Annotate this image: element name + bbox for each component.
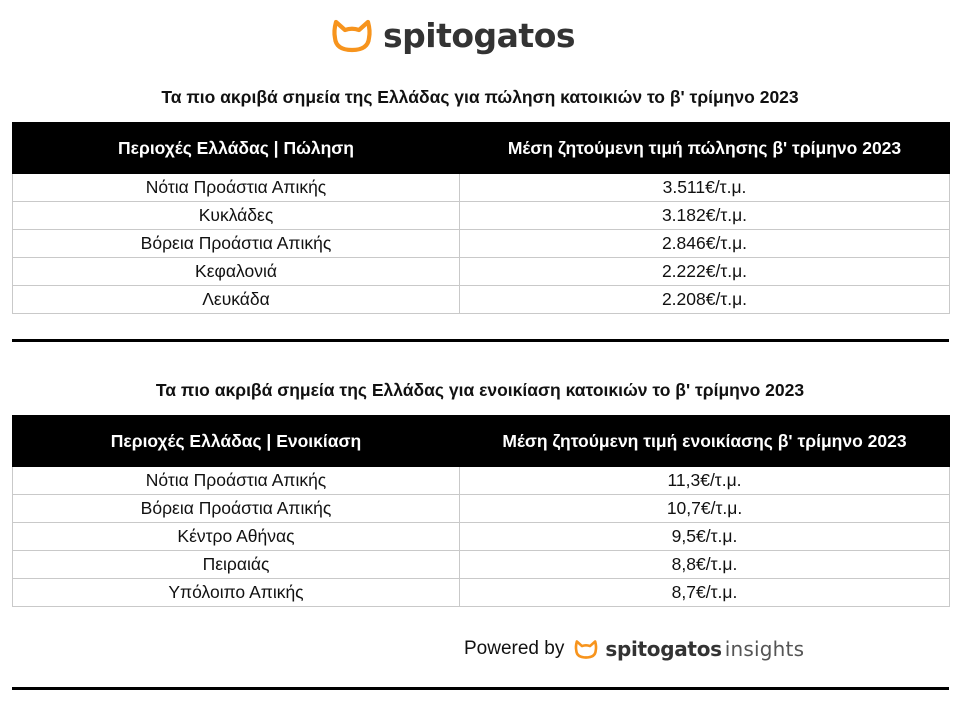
table-row <box>13 230 950 258</box>
price-cell: 8,8€/τ.μ. <box>460 551 950 579</box>
table-row <box>13 467 950 495</box>
powered-by-label: Powered by <box>464 638 565 659</box>
powered-by-footer <box>464 634 804 664</box>
area-cell: Νότια Προάστια Απικής <box>13 467 460 495</box>
footer-product-name: insights <box>724 637 805 661</box>
area-cell: Κεφαλονιά <box>13 258 460 286</box>
column-header-price: Μέση ζητούμενη τιμή πώλησης β' τρίμηνο 2023 <box>460 123 950 174</box>
price-cell: 3.511€/τ.μ. <box>460 174 950 202</box>
table-row <box>13 495 950 523</box>
table-row <box>13 551 950 579</box>
table-header-row <box>13 123 950 174</box>
rentals-table <box>12 415 950 607</box>
brand-logo <box>331 14 575 58</box>
table-row <box>13 258 950 286</box>
price-cell: 3.182€/τ.μ. <box>460 202 950 230</box>
price-cell: 2.208€/τ.μ. <box>460 286 950 314</box>
table-row <box>13 523 950 551</box>
area-cell: Λευκάδα <box>13 286 460 314</box>
table-row <box>13 174 950 202</box>
price-cell: 2.222€/τ.μ. <box>460 258 950 286</box>
area-cell: Υπόλοιπο Απικής <box>13 579 460 607</box>
area-cell: Κυκλάδες <box>13 202 460 230</box>
footer-brand-name: spitogatos <box>605 637 722 661</box>
cat-head-icon <box>574 639 598 660</box>
area-cell: Βόρεια Προάστια Απικής <box>13 230 460 258</box>
price-cell: 2.846€/τ.μ. <box>460 230 950 258</box>
rentals-table-title: Τα πιο ακριβά σημεία της Ελλάδας για ενοικίαση κατοικιών το β' τρίμηνο 2023 <box>155 380 805 400</box>
price-cell: 8,7€/τ.μ. <box>460 579 950 607</box>
sales-table-title: Τα πιο ακριβά σημεία της Ελλάδας για πώληση κατοικιών το β' τρίμηνο 2023 <box>161 87 799 107</box>
table-row <box>13 579 950 607</box>
column-header-area: Περιοχές Ελλάδας | Ενοικίαση <box>13 416 460 467</box>
area-cell: Πειραιάς <box>13 551 460 579</box>
brand-name: spitogatos <box>383 16 576 55</box>
price-cell: 9,5€/τ.μ. <box>460 523 950 551</box>
price-cell: 10,7€/τ.μ. <box>460 495 950 523</box>
sales-table <box>12 122 950 314</box>
area-cell: Βόρεια Προάστια Απικής <box>13 495 460 523</box>
cat-head-icon <box>331 18 373 54</box>
column-header-price: Μέση ζητούμενη τιμή ενοικίασης β' τρίμηνο 2023 <box>460 416 950 467</box>
price-cell: 11,3€/τ.μ. <box>460 467 950 495</box>
area-cell: Νότια Προάστια Απικής <box>13 174 460 202</box>
table-row <box>13 286 950 314</box>
section-divider <box>12 339 949 342</box>
column-header-area: Περιοχές Ελλάδας | Πώληση <box>13 123 460 174</box>
table-header-row <box>13 416 950 467</box>
table-row <box>13 202 950 230</box>
area-cell: Κέντρο Αθήνας <box>13 523 460 551</box>
bottom-divider <box>12 687 949 690</box>
